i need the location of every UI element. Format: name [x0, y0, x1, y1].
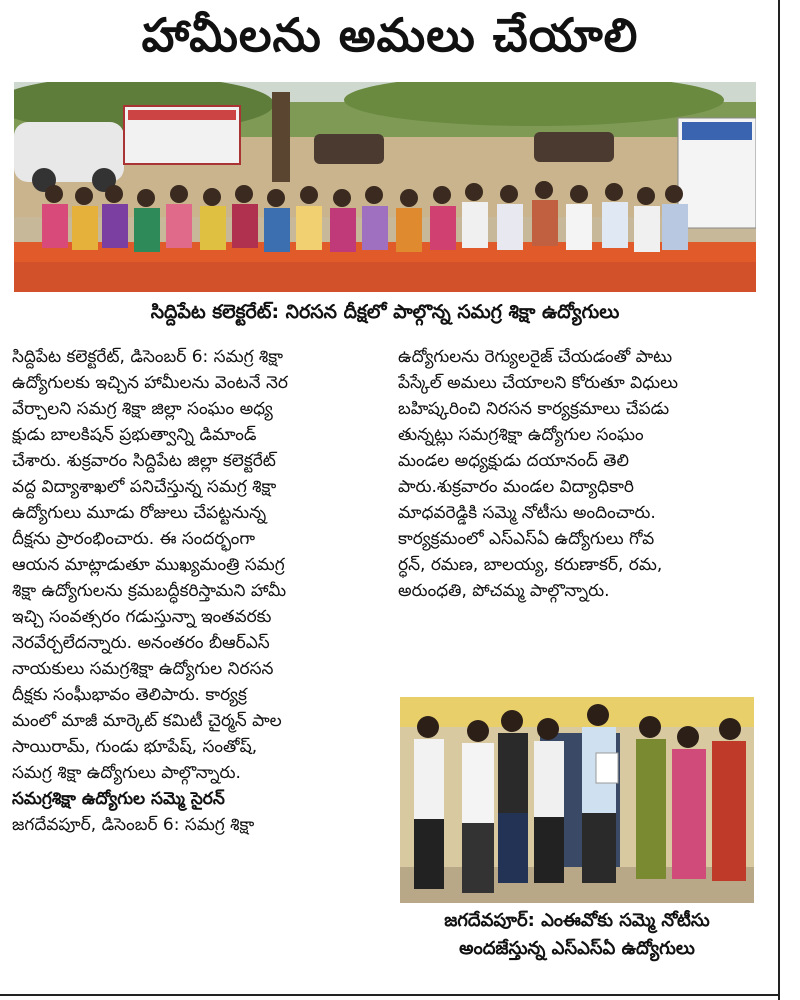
article-line: అరుంధతి, పోచమ్మ పాల్గొన్నారు. [398, 581, 610, 601]
article-line: మాధవరెడ్డికి సమ్మె నోటీసు అందించారు. [398, 503, 656, 523]
headline: హామీలను అమలు చేయాలి [141, 8, 639, 62]
article-line: ఉద్యోగులను రెగ్యులరైజ్ చేయడంతో పాటు [398, 347, 673, 367]
article-line: చేశారు. శుక్రవారం సిద్దిపేట జిల్లా కలెక్టరేట్ [12, 451, 276, 471]
article-line: కార్యక్రమంలో ఎస్ఎస్ఏ ఉద్యోగులు గోవ [398, 529, 655, 549]
article-line: దీక్షకు సంఘీభావం తెలిపారు. కార్యక్ర [12, 685, 247, 705]
article-left-column [12, 344, 382, 838]
caption-line: అందజేస్తున్న ఎస్ఎస్ఏ ఉద్యోగులు [459, 938, 695, 959]
article-line: సాయిరామ్, గుండు భూపేష్, సంతోష్, [12, 737, 258, 757]
article-line: క్షుడు బాలకిషన్ ప్రభుత్వాన్ని డిమాండ్ [12, 425, 257, 445]
article-line: వేర్చాలని సమగ్ర శిక్షా జిల్లా సంఘం అధ్య [12, 399, 273, 419]
article-line: ఉద్యోగులు మూడు రోజులు చేపట్టనున్న [12, 503, 267, 523]
article-subhead: సమగ్రశిక్షా ఉద్యోగుల సమ్మె సైరన్ [12, 789, 225, 809]
article-right-column [398, 344, 756, 604]
photo-side-caption [400, 907, 754, 963]
article-line: నాయకులు సమగ్రశిక్షా ఉద్యోగుల నిరసన [12, 659, 274, 679]
article-line: ర్ధన్, రమణ, బాలయ్య, కరుణాకర్, రమ, [398, 555, 663, 575]
article-line: జగదేవపూర్, డిసెంబర్ 6: సమగ్ర శిక్షా [12, 815, 255, 835]
article-line: పారు.శుక్రవారం మండల విద్యాధికారి [398, 477, 634, 497]
article-line: తున్నట్లు సమగ్రశిక్షా ఉద్యోగుల సంఘం [398, 425, 644, 445]
protest-photo [14, 82, 756, 292]
article-line: ఉద్యోగులకు ఇచ్చిన హామీలను వెంటనే నెర [12, 373, 288, 393]
article-line: ఇచ్చి సంవత్సరం గడుస్తున్నా ఇంతవరకు [12, 607, 272, 627]
caption-line: జగదేవపూర్: ఎంఈవోకు సమ్మె నోటీసు [444, 910, 710, 931]
article-line: సమగ్ర శిక్షా ఉద్యోగులు పాల్గొన్నారు. [12, 763, 241, 783]
article-line: మండల అధ్యక్షుడు దయానంద్ తెలి [398, 451, 629, 471]
photo-main-caption: సిద్దిపేట కలెక్టరేట్: నిరసన దీక్షలో పాల్గొన్న సమగ్ర శిక్షా ఉద్యోగులు [150, 301, 620, 323]
article-line: ఆయన మాట్లాడుతూ ముఖ్యమంత్రి సమగ్ర [12, 555, 285, 575]
article-line: దీక్షను ప్రారంభించారు. ఈ సందర్భంగా [12, 529, 256, 549]
column-rule [778, 0, 780, 1000]
article-line: పేస్కేల్ అమలు చేయాలని కోరుతూ విధులు [398, 373, 679, 393]
article-line: మంలో మాజీ మార్కెట్ కమిటీ చైర్మన్ పాల [12, 711, 282, 731]
article-line: వద్ద విద్యాశాఖలో పనిచేస్తున్న సమగ్ర శిక్షా [12, 477, 277, 497]
article-line: సిద్దిపేట కలెక్టరేట్, డిసెంబర్ 6: సమగ్ర శిక్షా [12, 347, 284, 367]
article-line: బహిష్కరించి నిరసన కార్యక్రమాలు చేపడు [398, 399, 670, 419]
article-line: శిక్షా ఉద్యోగులను క్రమబద్ధీకరిస్తామని హామీ [12, 581, 287, 601]
notice-handover-photo [400, 697, 754, 903]
bottom-rule [0, 994, 780, 996]
article-line: నెరవేర్చలేదన్నారు. అనంతరం బీఆర్ఎస్ [12, 633, 270, 653]
